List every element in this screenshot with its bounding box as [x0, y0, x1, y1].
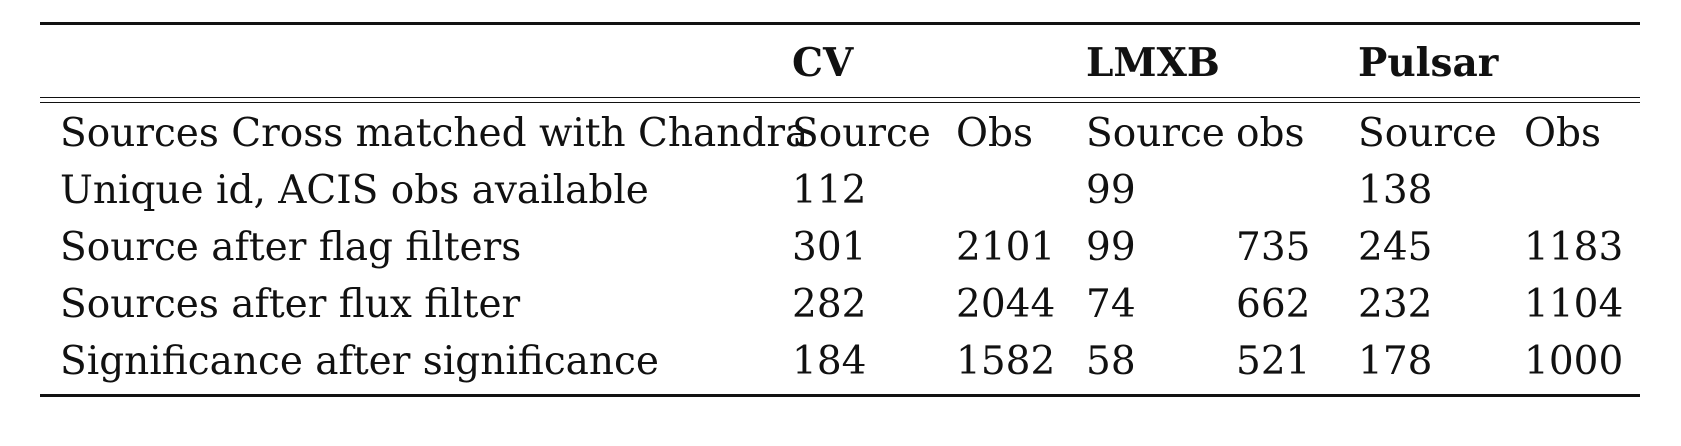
table-cell: 74: [1086, 282, 1136, 327]
table-cell: 245: [1358, 225, 1433, 270]
table-cell: Source: [1358, 111, 1497, 156]
table-cell: 1183: [1524, 225, 1624, 270]
table-cell: Source: [792, 111, 931, 156]
table-cell: 232: [1358, 282, 1433, 327]
table-cell: 99: [1086, 225, 1136, 270]
table-body: [40, 103, 1640, 394]
row-label: Sources after flux filter: [60, 282, 521, 327]
table-row: [40, 333, 1640, 390]
table-cell: Obs: [1524, 111, 1601, 156]
table-cell: 58: [1086, 339, 1136, 384]
table-header-row: [40, 25, 1640, 97]
table-cell: obs: [1236, 111, 1305, 156]
results-table: [40, 22, 1640, 397]
row-label: Sources Cross matched with Chandra: [60, 111, 809, 156]
table-cell: 301: [792, 225, 867, 270]
table-cell: 99: [1086, 168, 1136, 213]
table-cell: 178: [1358, 339, 1433, 384]
group-header-lmxb: LMXB: [1086, 40, 1220, 86]
group-header-cv: CV: [792, 40, 854, 86]
table-cell: 521: [1236, 339, 1311, 384]
table-row: [40, 219, 1640, 276]
table-cell: 112: [792, 168, 867, 213]
table-cell: 2044: [956, 282, 1056, 327]
table-row: [40, 276, 1640, 333]
table-cell: 1582: [956, 339, 1056, 384]
table-row: [40, 105, 1640, 162]
table-cell: 662: [1236, 282, 1311, 327]
table-row: [40, 162, 1640, 219]
row-label: Source after flag filters: [60, 225, 522, 270]
table-cell: 1000: [1524, 339, 1624, 384]
table-cell: 735: [1236, 225, 1311, 270]
row-label: Unique id, ACIS obs available: [60, 168, 649, 213]
group-header-pulsar: Pulsar: [1358, 40, 1499, 86]
table-cell: Obs: [956, 111, 1033, 156]
table-cell: Source: [1086, 111, 1225, 156]
table-cell: 184: [792, 339, 867, 384]
table-cell: 282: [792, 282, 867, 327]
table-bottom-rule: [40, 394, 1640, 397]
row-label: Significance after significance: [60, 339, 659, 384]
table-cell: 1104: [1524, 282, 1624, 327]
table-cell: 2101: [956, 225, 1056, 270]
table-cell: 138: [1358, 168, 1433, 213]
